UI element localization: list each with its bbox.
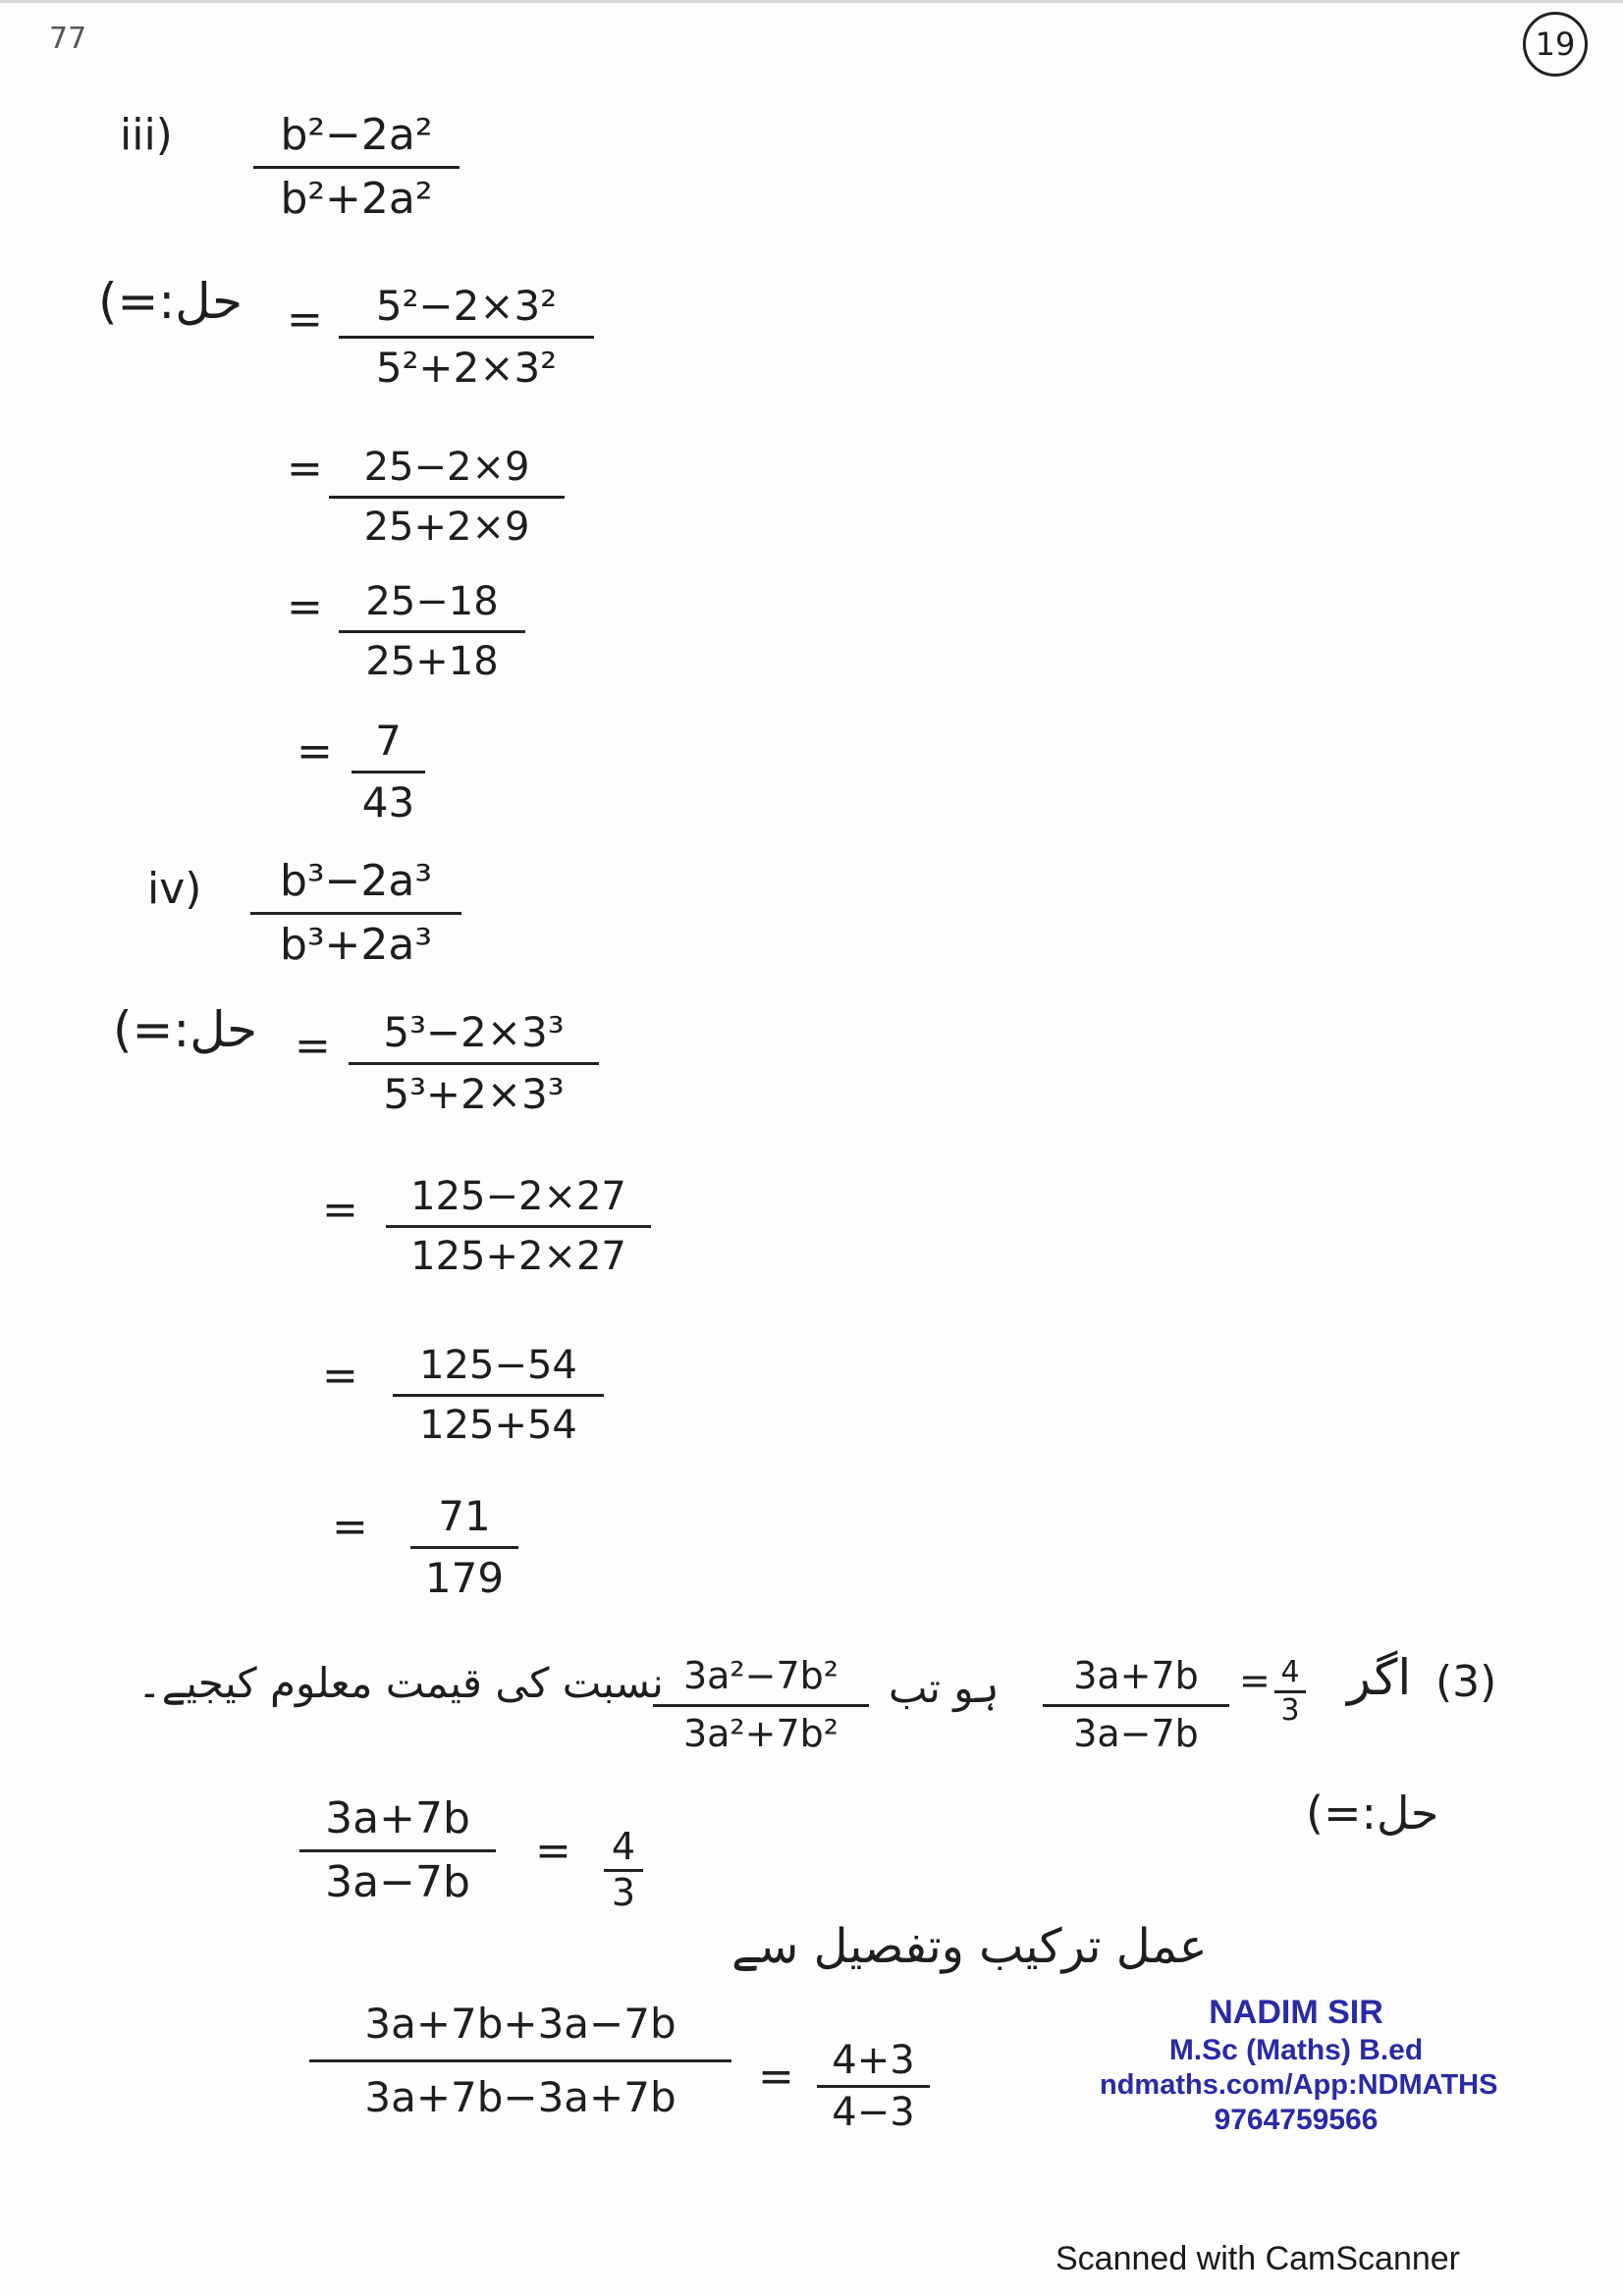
fraction-denominator: 125+2×27: [410, 1234, 626, 1279]
fraction-bar: [817, 2085, 930, 2088]
fraction-numerator: b²−2a²: [280, 110, 433, 160]
stamp-phone: 9764759566: [1214, 2103, 1379, 2136]
part-iii-step-1: [339, 282, 594, 393]
equals-sign: =: [297, 726, 333, 776]
fraction-denominator: 3a−7b: [325, 1857, 470, 1908]
part-iv-step-3: [393, 1345, 604, 1446]
top-edge: [0, 0, 1623, 3]
fraction-bar: [653, 1704, 869, 1707]
fraction-numerator: 5²−2×3²: [375, 282, 558, 330]
fraction-numerator: 3a+7b: [1073, 1654, 1199, 1697]
fraction-bar: [339, 630, 525, 633]
equals-sign: =: [1239, 1659, 1271, 1702]
fraction-denominator: 5³+2×3³: [383, 1070, 565, 1119]
equals-sign: =: [535, 1826, 571, 1876]
question-ask-text: نسبت کی قیمت معلوم کیجیے۔: [137, 1659, 664, 1707]
equals-sign: =: [287, 444, 323, 494]
equals-sign: =: [332, 1502, 368, 1552]
fraction-denominator: 25+2×9: [363, 505, 530, 550]
fraction-numerator: 4+3: [832, 2038, 915, 2083]
fraction-numerator: 25−18: [365, 579, 499, 624]
question-if-word: اگر: [1347, 1649, 1412, 1706]
fraction-numerator: 25−2×9: [363, 445, 530, 490]
solution-line-2-lhs: [309, 2000, 731, 2122]
fraction-numerator: b³−2a³: [279, 856, 433, 906]
solution-label: حل:=): [113, 1001, 258, 1058]
equals-sign: =: [322, 1351, 358, 1401]
part-iv-result: [410, 1492, 518, 1603]
fraction-bar: [386, 1225, 651, 1228]
fraction-denominator: 25+18: [365, 639, 499, 684]
fraction-denominator: 179: [424, 1554, 505, 1603]
scanner-watermark: Scanned with CamScanner: [1055, 2240, 1461, 2277]
question-number: (3): [1435, 1657, 1497, 1707]
fraction-numerator: 7: [375, 717, 402, 765]
fraction-denominator: 5²+2×3²: [375, 344, 558, 393]
equals-sign: =: [295, 1021, 331, 1071]
part-iv-step-1: [349, 1008, 599, 1119]
equals-sign: =: [287, 294, 323, 345]
method-text: عمل ترکیب وتفصیل سے: [731, 1919, 1208, 1974]
part-iv-step-2: [386, 1176, 651, 1277]
fraction-bar: [339, 336, 594, 339]
corner-mark: 77: [49, 22, 87, 56]
fraction-bar: [349, 1062, 599, 1065]
fraction-bar: [309, 2059, 731, 2062]
stamp-website: ndmaths.com/App:NDMATHS: [1100, 2068, 1498, 2101]
solution-label: حل:=): [98, 273, 243, 330]
equals-sign: =: [287, 582, 323, 632]
fraction-numerator: 71: [438, 1492, 491, 1540]
fraction-denominator: 3a²+7b²: [682, 1711, 839, 1755]
part-iii-result: [352, 717, 425, 828]
fraction-bar: [329, 496, 565, 499]
part-iii-step-3: [339, 581, 525, 682]
question-then-word: ہو تب: [889, 1664, 1000, 1712]
fraction-bar: [410, 1546, 518, 1549]
fraction-bar: [393, 1394, 604, 1397]
fraction-denominator: 3: [1280, 1692, 1300, 1728]
solution-line-1-lhs: [299, 1793, 496, 1908]
solution-label: حل:=): [1306, 1787, 1439, 1840]
fraction-denominator: 3a−7b: [1073, 1711, 1199, 1755]
fraction-bar: [250, 912, 461, 915]
fraction-numerator: 3a+7b+3a−7b: [364, 2000, 676, 2048]
part-iii-expression: [253, 110, 460, 225]
solution-line-2-rhs: [817, 2040, 930, 2133]
fraction-bar: [1043, 1704, 1229, 1707]
solution-line-1-rhs: [604, 1825, 643, 1914]
fraction-numerator: 3a²−7b²: [682, 1654, 839, 1697]
fraction-denominator: 4−3: [832, 2090, 915, 2135]
question-given-rhs: [1274, 1657, 1306, 1726]
question-given-fraction: [1043, 1654, 1229, 1755]
fraction-numerator: 125−54: [419, 1343, 577, 1388]
fraction-bar: [299, 1849, 496, 1852]
fraction-numerator: 5³−2×3³: [383, 1008, 565, 1056]
equals-sign: =: [758, 2052, 794, 2102]
fraction-denominator: 3a+7b−3a+7b: [364, 2073, 676, 2122]
author-stamp: [1100, 1993, 1498, 2138]
fraction-denominator: b²+2a²: [280, 174, 433, 225]
fraction-bar: [352, 771, 425, 774]
stamp-name: NADIM SIR: [1209, 1994, 1383, 2031]
question-target-fraction: [653, 1654, 869, 1755]
equals-sign: =: [322, 1185, 358, 1235]
fraction-numerator: 4: [611, 1825, 636, 1868]
part-iii-label: iii): [120, 110, 173, 160]
part-iv-expression: [250, 856, 461, 971]
part-iii-step-2: [329, 447, 565, 548]
page-number-badge: 19: [1523, 12, 1588, 77]
fraction-numerator: 3a+7b: [325, 1793, 470, 1843]
fraction-denominator: 43: [361, 778, 415, 828]
fraction-denominator: b³+2a³: [279, 920, 433, 971]
part-iv-label: iv): [147, 864, 202, 914]
fraction-denominator: 125+54: [419, 1403, 577, 1448]
fraction-bar: [253, 166, 460, 169]
stamp-degree: M.Sc (Maths) B.ed: [1168, 2033, 1424, 2066]
fraction-numerator: 4: [1280, 1655, 1300, 1689]
fraction-numerator: 125−2×27: [410, 1174, 626, 1219]
fraction-denominator: 3: [611, 1870, 636, 1914]
